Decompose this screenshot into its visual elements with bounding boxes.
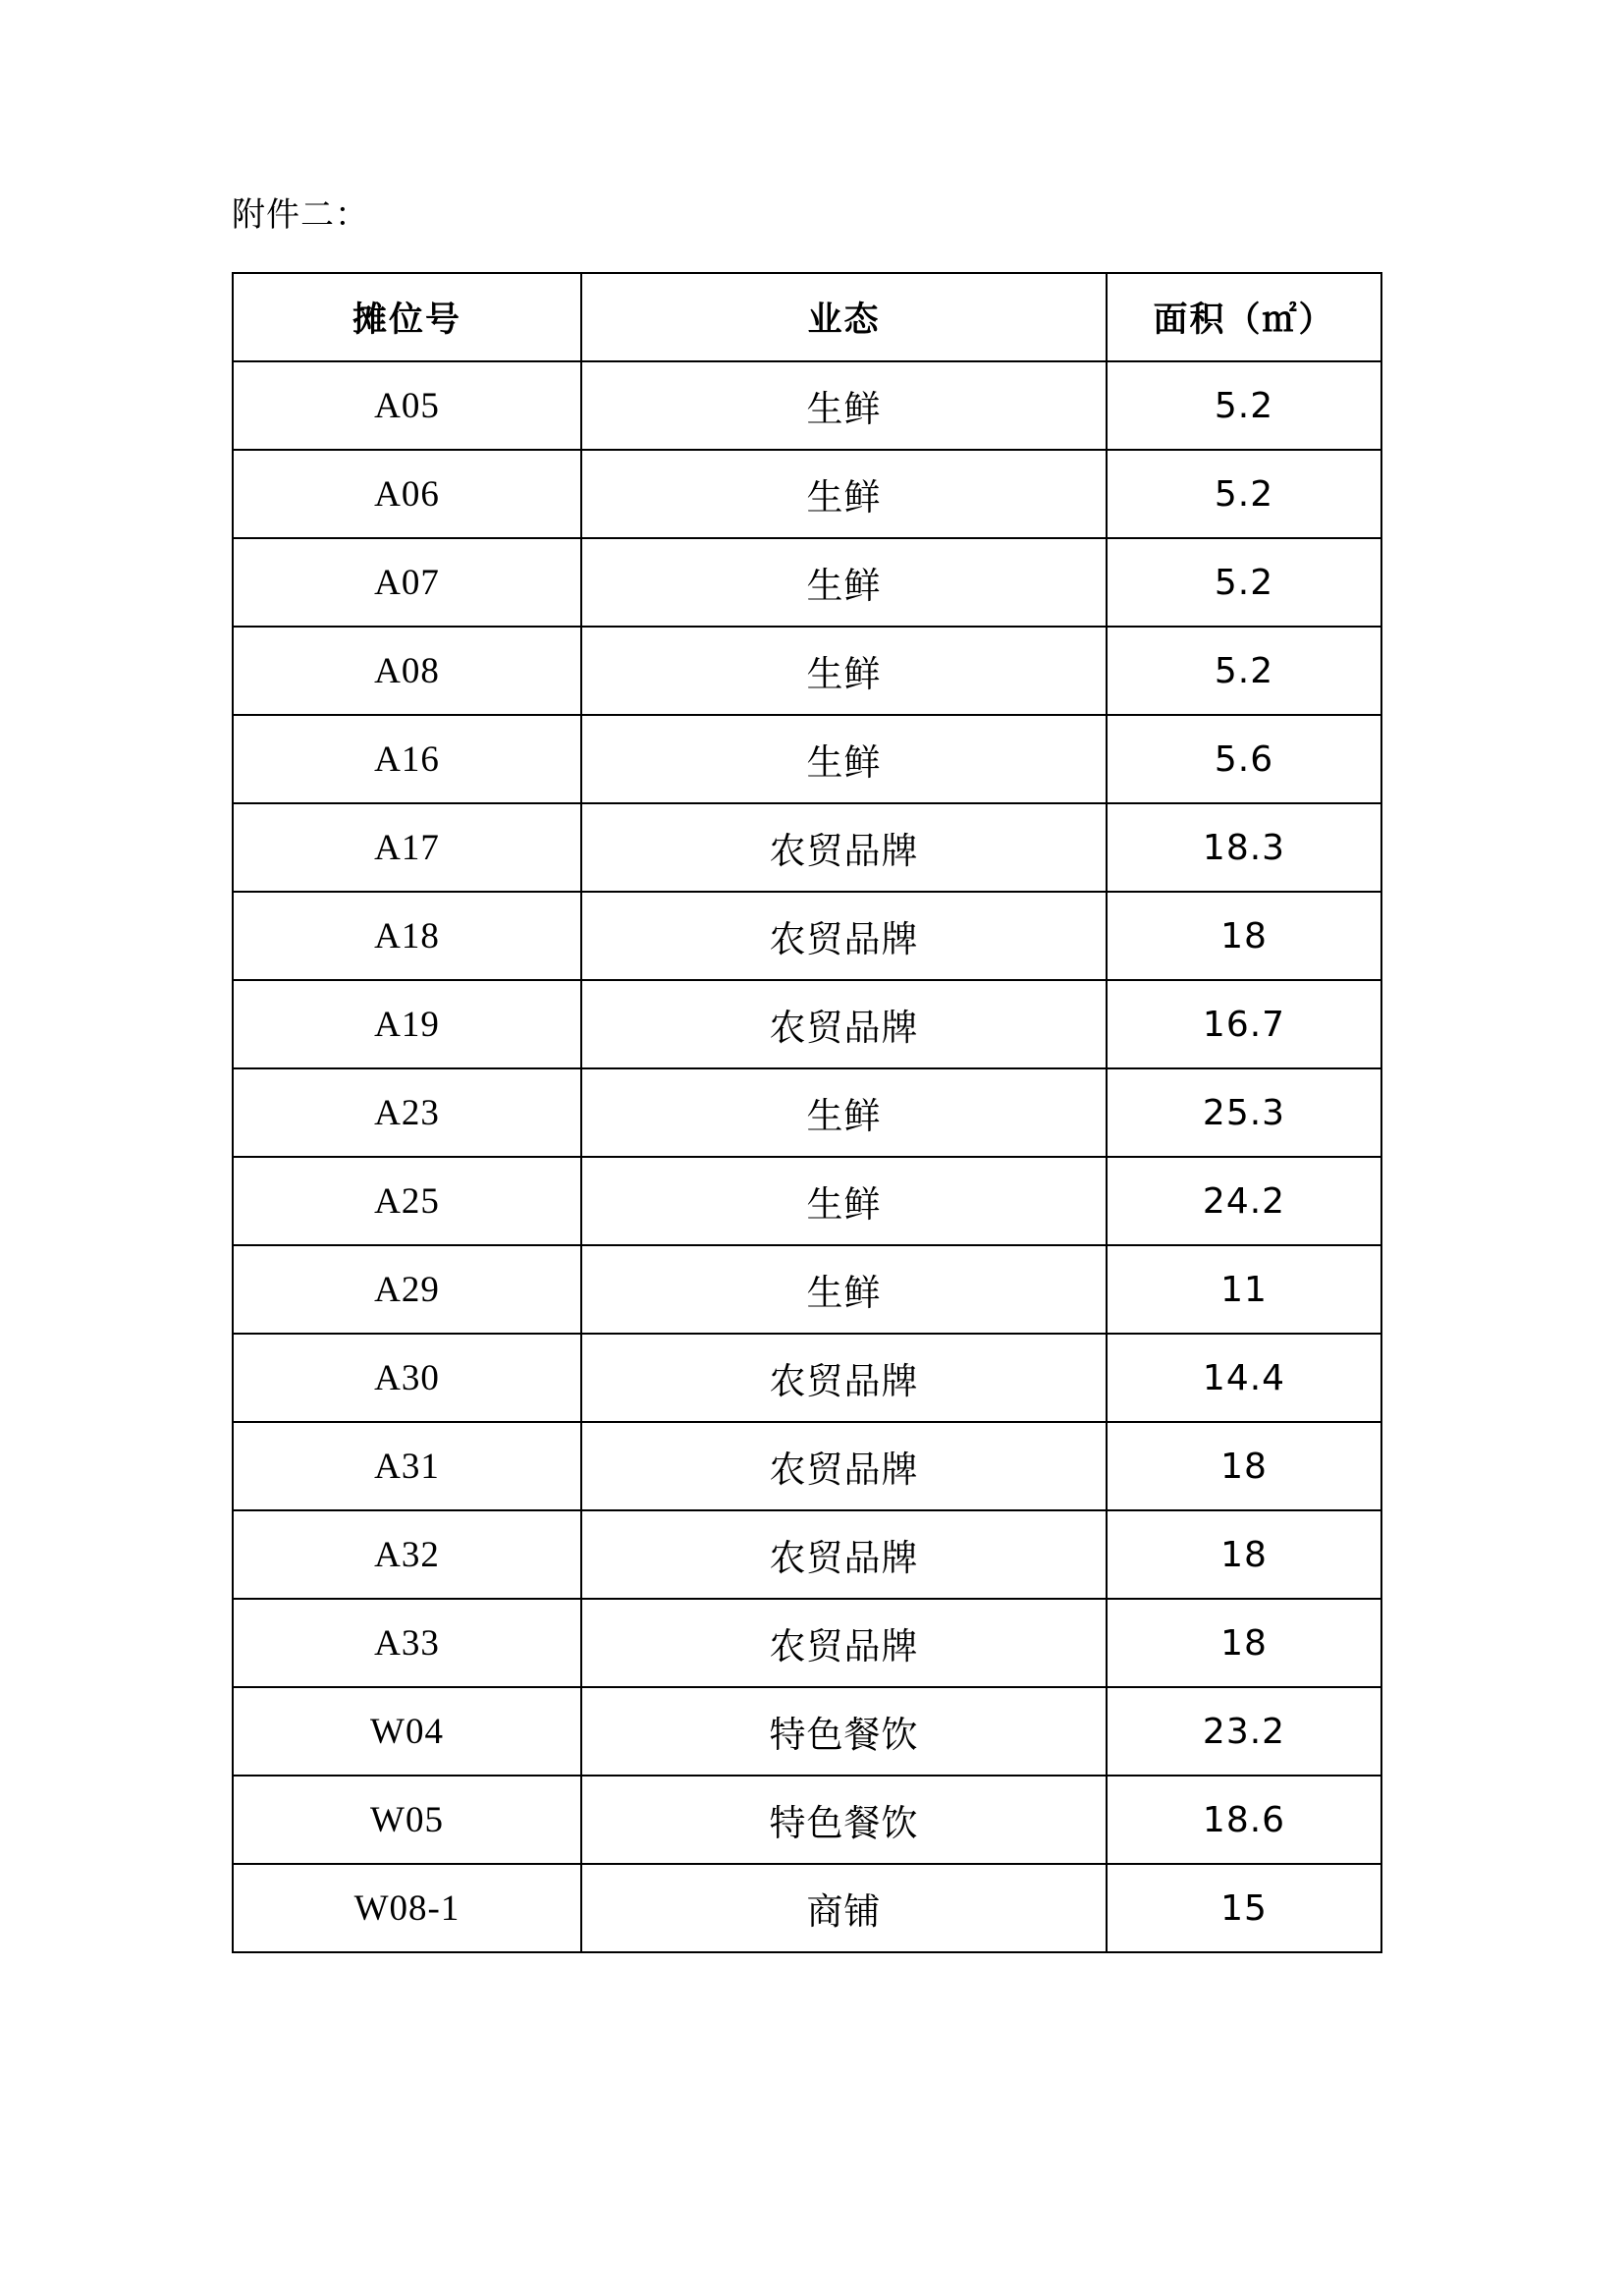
cell-business-type: 生鲜 [581, 1068, 1107, 1157]
cell-area: 5.2 [1107, 450, 1381, 538]
cell-stall-no: A05 [233, 361, 581, 450]
cell-business-type: 生鲜 [581, 1245, 1107, 1334]
cell-business-type: 生鲜 [581, 627, 1107, 715]
cell-business-type: 特色餐饮 [581, 1776, 1107, 1864]
table-row [233, 892, 1381, 980]
cell-area: 11 [1107, 1245, 1381, 1334]
cell-business-type: 生鲜 [581, 715, 1107, 803]
table-row [233, 715, 1381, 803]
column-header-area: 面积（㎡） [1107, 273, 1381, 361]
cell-business-type: 商铺 [581, 1864, 1107, 1952]
cell-stall-no: A31 [233, 1422, 581, 1510]
table-row [233, 1776, 1381, 1864]
table-row [233, 1864, 1381, 1952]
table-row [233, 1687, 1381, 1776]
cell-business-type: 农贸品牌 [581, 1599, 1107, 1687]
cell-stall-no: A17 [233, 803, 581, 892]
table-body [233, 361, 1381, 1952]
table-row [233, 1334, 1381, 1422]
cell-area: 25.3 [1107, 1068, 1381, 1157]
cell-business-type: 生鲜 [581, 538, 1107, 627]
cell-stall-no: A32 [233, 1510, 581, 1599]
cell-area: 18 [1107, 1422, 1381, 1510]
cell-stall-no: A06 [233, 450, 581, 538]
cell-area: 24.2 [1107, 1157, 1381, 1245]
cell-area: 14.4 [1107, 1334, 1381, 1422]
cell-area: 18 [1107, 1599, 1381, 1687]
page-title: 附件二： [232, 197, 369, 234]
cell-business-type: 生鲜 [581, 361, 1107, 450]
cell-area: 16.7 [1107, 980, 1381, 1068]
cell-business-type: 农贸品牌 [581, 803, 1107, 892]
cell-stall-no: A29 [233, 1245, 581, 1334]
cell-stall-no: W05 [233, 1776, 581, 1864]
table-header [233, 273, 1381, 361]
cell-business-type: 农贸品牌 [581, 980, 1107, 1068]
cell-area: 18.3 [1107, 803, 1381, 892]
stall-table [232, 272, 1382, 1953]
cell-business-type: 农贸品牌 [581, 1422, 1107, 1510]
cell-area: 18 [1107, 1510, 1381, 1599]
cell-area: 5.2 [1107, 627, 1381, 715]
cell-stall-no: A19 [233, 980, 581, 1068]
cell-area: 23.2 [1107, 1687, 1381, 1776]
table-row [233, 1599, 1381, 1687]
cell-area: 5.2 [1107, 361, 1381, 450]
cell-stall-no: A16 [233, 715, 581, 803]
table-row [233, 450, 1381, 538]
cell-stall-no: W08-1 [233, 1864, 581, 1952]
stall-table-container [232, 272, 1380, 1953]
cell-business-type: 生鲜 [581, 1157, 1107, 1245]
cell-business-type: 农贸品牌 [581, 1510, 1107, 1599]
table-row [233, 1157, 1381, 1245]
cell-area: 15 [1107, 1864, 1381, 1952]
table-row [233, 980, 1381, 1068]
cell-stall-no: W04 [233, 1687, 581, 1776]
cell-stall-no: A30 [233, 1334, 581, 1422]
table-row [233, 803, 1381, 892]
cell-stall-no: A33 [233, 1599, 581, 1687]
column-header-stall-no: 摊位号 [233, 273, 581, 361]
cell-stall-no: A25 [233, 1157, 581, 1245]
table-row [233, 538, 1381, 627]
cell-area: 5.6 [1107, 715, 1381, 803]
cell-area: 18.6 [1107, 1776, 1381, 1864]
cell-business-type: 生鲜 [581, 450, 1107, 538]
table-row [233, 1245, 1381, 1334]
table-row [233, 361, 1381, 450]
cell-area: 18 [1107, 892, 1381, 980]
cell-area: 5.2 [1107, 538, 1381, 627]
cell-business-type: 特色餐饮 [581, 1687, 1107, 1776]
table-row [233, 1510, 1381, 1599]
table-row [233, 1068, 1381, 1157]
cell-stall-no: A08 [233, 627, 581, 715]
table-row [233, 1422, 1381, 1510]
cell-stall-no: A23 [233, 1068, 581, 1157]
cell-business-type: 农贸品牌 [581, 1334, 1107, 1422]
table-row [233, 627, 1381, 715]
column-header-business-type: 业态 [581, 273, 1107, 361]
cell-stall-no: A18 [233, 892, 581, 980]
cell-business-type: 农贸品牌 [581, 892, 1107, 980]
cell-stall-no: A07 [233, 538, 581, 627]
table-header-row [233, 273, 1381, 361]
